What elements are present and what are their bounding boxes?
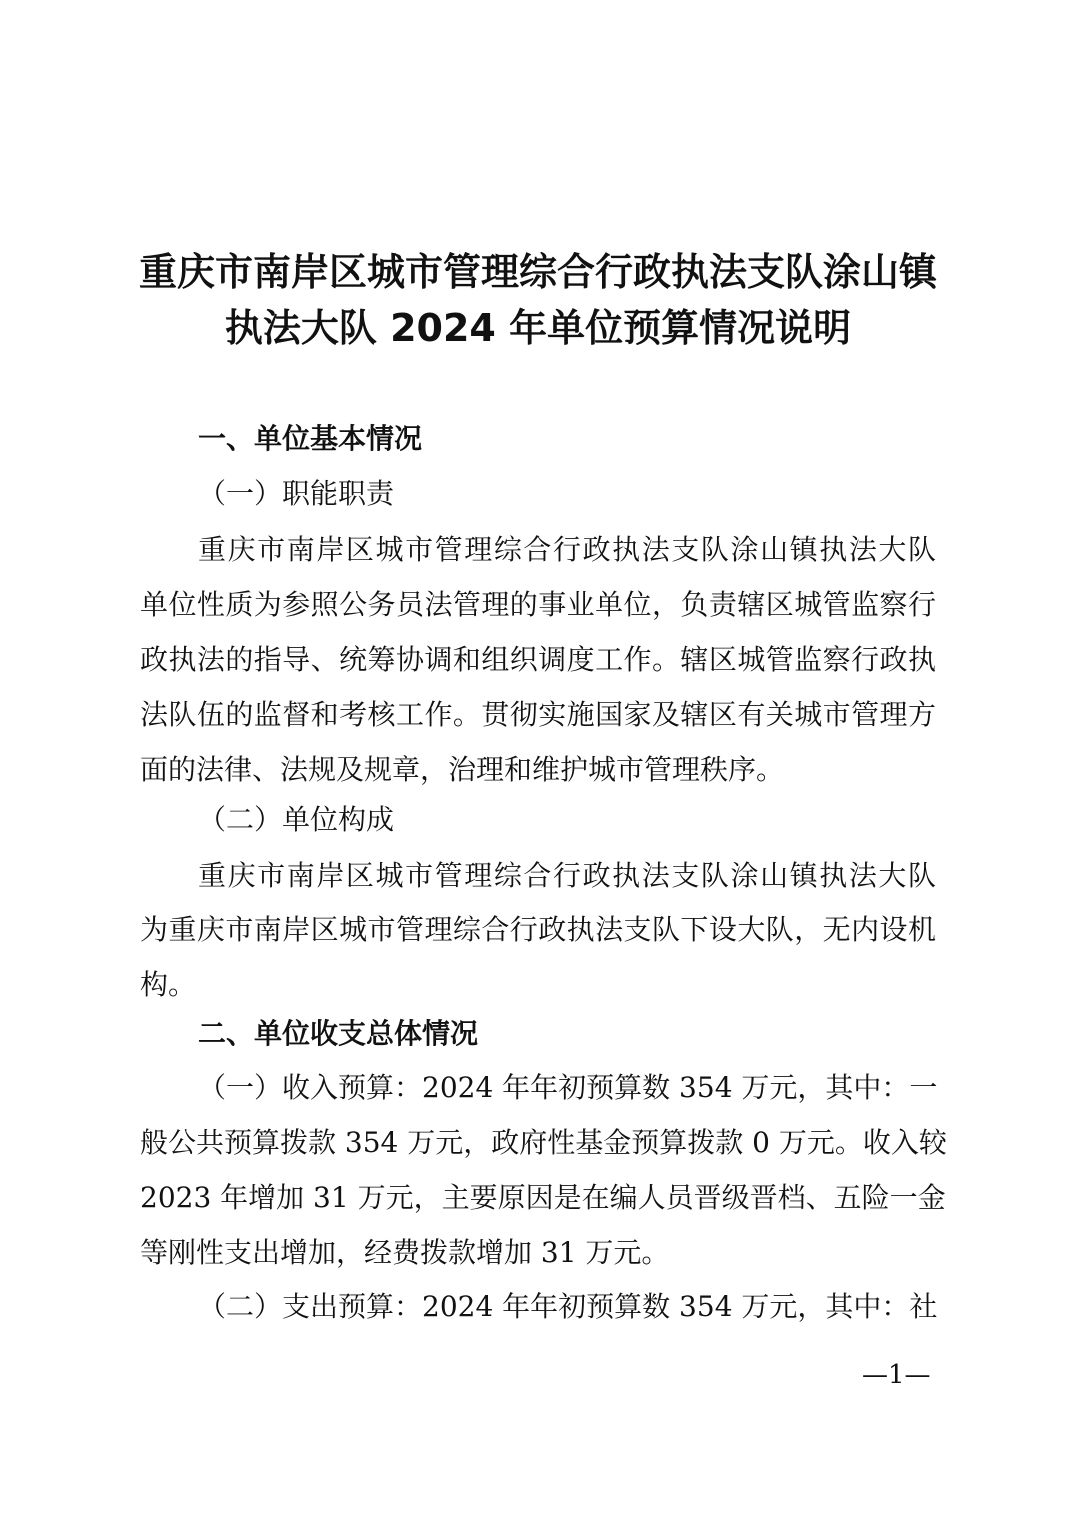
paragraph-line: 2023 年增加 31 万元，主要原因是在编人员晋级晋档、五险一金 xyxy=(140,1181,946,1214)
subsection-composition-heading: （二）单位构成 xyxy=(198,803,395,836)
section-1-heading: 一、单位基本情况 xyxy=(198,422,423,455)
paragraph-line: 重庆市南岸区城市管理综合行政执法支队涂山镇执法大队 xyxy=(198,859,936,892)
paragraph-line: 单位性质为参照公务员法管理的事业单位，负责辖区城管监察行 xyxy=(140,588,936,621)
title-line-2: 执法大队 2024 年单位预算情况说明 xyxy=(224,306,852,350)
paragraph-line: 政执法的指导、统筹协调和组织调度工作。辖区城管监察行政执 xyxy=(140,643,936,676)
paragraph-line: 重庆市南岸区城市管理综合行政执法支队涂山镇执法大队 xyxy=(198,533,936,566)
paragraph-line: 般公共预算拨款 354 万元，政府性基金预算拨款 0 万元。收入较 xyxy=(140,1126,947,1159)
subsection-duties-heading: （一）职能职责 xyxy=(198,477,395,510)
paragraph-line: （一）收入预算：2024 年年初预算数 354 万元，其中：一 xyxy=(198,1071,938,1104)
paragraph-line: 为重庆市南岸区城市管理综合行政执法支队下设大队，无内设机 xyxy=(140,913,936,946)
paragraph-line: 等刚性支出增加，经费拨款增加 31 万元。 xyxy=(140,1236,670,1269)
paragraph-line: 法队伍的监督和考核工作。贯彻实施国家及辖区有关城市管理方 xyxy=(140,698,936,731)
title-line-1: 重庆市南岸区城市管理综合行政执法支队涂山镇 xyxy=(138,250,937,294)
paragraph-line: 构。 xyxy=(140,968,197,1001)
expense-paragraph-line: （二）支出预算：2024 年年初预算数 354 万元，其中：社 xyxy=(198,1290,938,1323)
page-number: —1— xyxy=(862,1360,931,1390)
paragraph-line: 面的法律、法规及规章，治理和维护城市管理秩序。 xyxy=(140,753,785,786)
section-2-heading: 二、单位收支总体情况 xyxy=(198,1017,479,1050)
